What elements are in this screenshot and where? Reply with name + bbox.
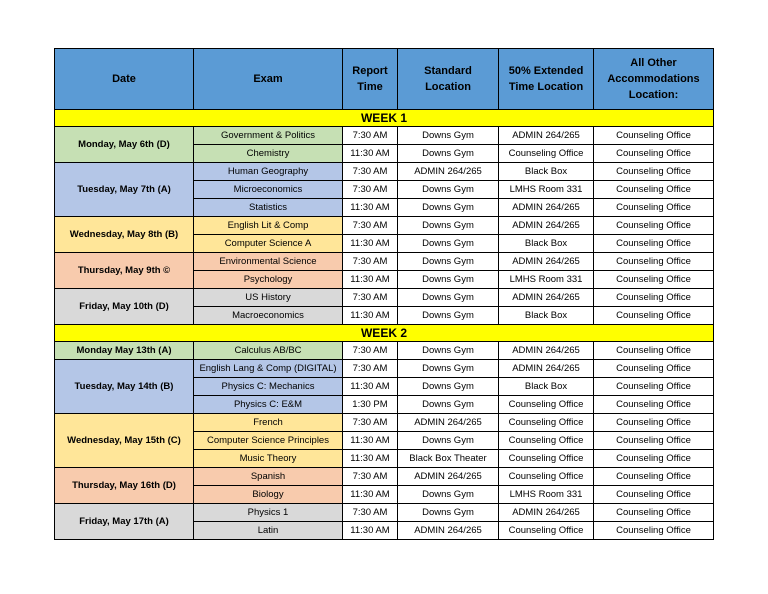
extended-location: Black Box [499,235,594,253]
other-location: Counseling Office [594,271,714,289]
other-location: Counseling Office [594,145,714,163]
report-time: 7:30 AM [343,360,398,378]
extended-location: Counseling Office [499,468,594,486]
exam-name: Chemistry [194,145,343,163]
report-time: 11:30 AM [343,199,398,217]
exam-name: Biology [194,486,343,504]
header-other-location: All Other Accommodations Location: [594,49,714,110]
week-label: WEEK 2 [55,325,714,342]
table-row [55,504,714,522]
standard-location: Downs Gym [398,504,499,522]
exam-name: Psychology [194,271,343,289]
extended-location: ADMIN 264/265 [499,289,594,307]
other-location: Counseling Office [594,307,714,325]
schedule-body [55,110,714,540]
other-location: Counseling Office [594,253,714,271]
report-time: 7:30 AM [343,468,398,486]
other-location: Counseling Office [594,450,714,468]
exam-name: Physics 1 [194,504,343,522]
report-time: 11:30 AM [343,432,398,450]
report-time: 7:30 AM [343,217,398,235]
extended-location: Black Box [499,307,594,325]
exam-date: Thursday, May 16th (D) [55,468,194,504]
extended-location: Counseling Office [499,396,594,414]
exam-name: Spanish [194,468,343,486]
extended-location: ADMIN 264/265 [499,199,594,217]
extended-location: ADMIN 264/265 [499,360,594,378]
exam-name: English Lit & Comp [194,217,343,235]
report-time: 7:30 AM [343,163,398,181]
exam-name: Microeconomics [194,181,343,199]
extended-location: ADMIN 264/265 [499,342,594,360]
table-row [55,342,714,360]
report-time: 7:30 AM [343,504,398,522]
exam-name: Government & Politics [194,127,343,145]
extended-location: Black Box [499,163,594,181]
table-row [55,253,714,271]
exam-date: Friday, May 17th (A) [55,504,194,540]
standard-location: Downs Gym [398,181,499,199]
exam-name: Computer Science Principles [194,432,343,450]
exam-name: Physics C: E&M [194,396,343,414]
standard-location: Downs Gym [398,253,499,271]
extended-location: LMHS Room 331 [499,271,594,289]
report-time: 7:30 AM [343,127,398,145]
other-location: Counseling Office [594,217,714,235]
report-time: 11:30 AM [343,271,398,289]
standard-location: Downs Gym [398,127,499,145]
extended-location: Counseling Office [499,432,594,450]
exam-name: English Lang & Comp (DIGITAL) [194,360,343,378]
other-location: Counseling Office [594,181,714,199]
exam-name: Computer Science A [194,235,343,253]
extended-location: LMHS Room 331 [499,181,594,199]
extended-location: ADMIN 264/265 [499,127,594,145]
other-location: Counseling Office [594,163,714,181]
standard-location: ADMIN 264/265 [398,468,499,486]
standard-location: Downs Gym [398,217,499,235]
standard-location: Downs Gym [398,145,499,163]
report-time: 11:30 AM [343,307,398,325]
other-location: Counseling Office [594,432,714,450]
exam-date: Tuesday, May 14th (B) [55,360,194,414]
standard-location: Downs Gym [398,342,499,360]
table-row [55,414,714,432]
table-row [55,289,714,307]
other-location: Counseling Office [594,360,714,378]
extended-location: Counseling Office [499,450,594,468]
header-standard-location: Standard Location [398,49,499,110]
report-time: 11:30 AM [343,522,398,540]
exam-date: Thursday, May 9th © [55,253,194,289]
other-location: Counseling Office [594,378,714,396]
standard-location: Black Box Theater [398,450,499,468]
extended-location: Black Box [499,378,594,396]
exam-name: US History [194,289,343,307]
exam-schedule-table [54,48,714,540]
standard-location: Downs Gym [398,432,499,450]
standard-location: Downs Gym [398,235,499,253]
standard-location: Downs Gym [398,289,499,307]
extended-location: Counseling Office [499,522,594,540]
extended-location: Counseling Office [499,145,594,163]
table-row [55,127,714,145]
other-location: Counseling Office [594,127,714,145]
exam-date: Friday, May 10th (D) [55,289,194,325]
extended-location: ADMIN 264/265 [499,504,594,522]
other-location: Counseling Office [594,414,714,432]
standard-location: Downs Gym [398,360,499,378]
other-location: Counseling Office [594,235,714,253]
exam-name: Environmental Science [194,253,343,271]
exam-date: Monday, May 6th (D) [55,127,194,163]
exam-name: Latin [194,522,343,540]
header-extended-location: 50% Extended Time Location [499,49,594,110]
report-time: 7:30 AM [343,414,398,432]
table-row [55,468,714,486]
exam-date: Tuesday, May 7th (A) [55,163,194,217]
table-row [55,360,714,378]
standard-location: Downs Gym [398,378,499,396]
week-header-row [55,110,714,127]
exam-name: French [194,414,343,432]
header-row [55,49,714,110]
table-row [55,217,714,235]
standard-location: ADMIN 264/265 [398,163,499,181]
header-report-time: Report Time [343,49,398,110]
exam-name: Calculus AB/BC [194,342,343,360]
report-time: 7:30 AM [343,289,398,307]
exam-name: Macroeconomics [194,307,343,325]
other-location: Counseling Office [594,396,714,414]
standard-location: Downs Gym [398,396,499,414]
exam-date: Wednesday, May 15th (C) [55,414,194,468]
report-time: 11:30 AM [343,450,398,468]
exam-name: Human Geography [194,163,343,181]
report-time: 11:30 AM [343,145,398,163]
standard-location: Downs Gym [398,486,499,504]
other-location: Counseling Office [594,289,714,307]
week-label: WEEK 1 [55,110,714,127]
exam-date: Monday May 13th (A) [55,342,194,360]
standard-location: ADMIN 264/265 [398,414,499,432]
exam-name: Statistics [194,199,343,217]
exam-name: Physics C: Mechanics [194,378,343,396]
report-time: 11:30 AM [343,235,398,253]
report-time: 11:30 AM [343,486,398,504]
extended-location: ADMIN 264/265 [499,217,594,235]
exam-name: Music Theory [194,450,343,468]
standard-location: ADMIN 264/265 [398,522,499,540]
other-location: Counseling Office [594,342,714,360]
header-exam: Exam [194,49,343,110]
other-location: Counseling Office [594,199,714,217]
standard-location: Downs Gym [398,199,499,217]
extended-location: ADMIN 264/265 [499,253,594,271]
header-date: Date [55,49,194,110]
report-time: 1:30 PM [343,396,398,414]
other-location: Counseling Office [594,468,714,486]
week-header-row [55,325,714,342]
report-time: 7:30 AM [343,181,398,199]
report-time: 11:30 AM [343,378,398,396]
exam-date: Wednesday, May 8th (B) [55,217,194,253]
report-time: 7:30 AM [343,342,398,360]
other-location: Counseling Office [594,504,714,522]
other-location: Counseling Office [594,522,714,540]
standard-location: Downs Gym [398,307,499,325]
extended-location: Counseling Office [499,414,594,432]
extended-location: LMHS Room 331 [499,486,594,504]
report-time: 7:30 AM [343,253,398,271]
standard-location: Downs Gym [398,271,499,289]
table-row [55,163,714,181]
other-location: Counseling Office [594,486,714,504]
